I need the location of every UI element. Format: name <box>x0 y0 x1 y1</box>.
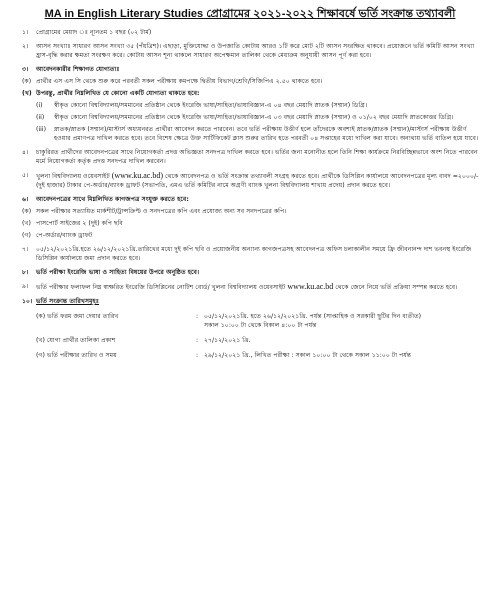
section-text: ভর্তি পরীক্ষা ইংরেজি ভাষা ও সাহিত্য বিষয়ের উপরে অনুষ্ঠিত হবে। <box>36 269 200 276</box>
application-text-b: থেকে আবেদনপত্র ও ভর্তি সংক্রান্ত তথ্যাবলী সংগ্রহ করতে হবে। প্রার্থীকে ডিসিপ্লিন কার্যালয়ে আবেদনপত্রের মূল্য বাবদ =২০০০/- (দুই হাজার) টাকার পে-অর্ডার/ব্যাংক ড্রাফট (সভাপতি, এমএ ভর্তি কমিটির নামে অগ্রণী ব্যাংক খুলনা বিশ্ববিদ্যালয় শাখায় প্রদেয়) প্রদান করতে হবে। <box>36 173 479 189</box>
section-number: ২। <box>22 43 29 50</box>
item-number: (খ) <box>22 220 31 227</box>
item-text: স্নাতক/স্নাতক (সম্মান)/মাস্টার্স অধ্যয়নরত প্রার্থীরা আবেদন করতে পারবেন। তবে ভর্তি পরীক্ষায় উত্তীর্ণ হলে তাঁদেরকে অবশ্যই স্নাতক/স্নাতক (সম্মান)/মাস্টার্স পরীক্ষায় উত্তীর্ণ হওয়ার প্রমাণপত্র দাখিল করতে হবে। তবে বিশেষ ক্ষেত্রে উক্ত সার্টিফিকেট ক্লাস শুরুর তারিখ হতে পরবর্তী ০৪ সপ্তাহের মধ্যে দাখিল করা যাবে। অন্যথায় ভর্তি বাতিল হয়ে যাবে। <box>54 126 479 142</box>
item-number: (ক) <box>22 208 32 215</box>
section-exam-subject <box>22 268 482 277</box>
section-number: ৮। <box>22 269 29 276</box>
section-duration <box>22 28 482 37</box>
qualification-b <box>22 89 482 98</box>
section-heading: আবেদনপত্রের সাথে মিম্নলিখিত কাগজপত্র সংযুক্ত করতে হবে: <box>36 196 189 203</box>
section-text: ০৫/১২/২০২১খ্রি.হতে ২৬/১২/২০২১খ্রি.তারিখের মধ্যে দুই কপি ছবি ও প্রয়োজনীয় অন্যান্য কাগজপত্রসহ আবেদনপত্র অফিস চলাকালীন সময়ে ফ্রি জীবনানন্দ দাশ ভবনস্থ ইংরেজি ডিসিপ্লিন কার্যালয়ে জমা প্রদান করতে হবে। <box>36 246 472 262</box>
item-text: স্বীকৃত কোনো বিশ্ববিদ্যালয়/সমমানের প্রতিষ্ঠান থেকে ইংরেজি ভাষা/সাহিত্য/ভাষাবিজ্ঞান-এ ০৪ বছর মেয়াদি স্নাতক (সম্মান) ডিগ্রি। <box>54 102 368 109</box>
section-text: আসন সংখ্যাঃ সাধারণ আসন সংখ্যা ৩৫ (পঁয়ত্রিশ)। এছাড়া, মুক্তিযোদ্ধা ও উপজাতি কোটায় আরও ১টি করে মোট ২টি আসন সংরক্ষিত থাকবে। প্রয়োজনে ভর্তি কমিটি আসন সংখ্যা হ্রাস-বৃদ্ধি করার ক্ষমতা সংরক্ষণ করে। কোটায় আসন শূন্য থাকলে সাধারণ অপেক্ষমান তালিকা থেকে মেধাক্রম অনুযায়ী আসন পূর্ণ করা হবে। <box>36 43 475 59</box>
document-body <box>0 19 500 360</box>
qualification-a <box>22 77 482 86</box>
item-text: স্বীকৃত কোনো বিশ্ববিদ্যালয়/সমমানের প্রতিষ্ঠান থেকে ইংরেজি ভাষা/সাহিত্য/ভাষাবিজ্ঞান-এ ০৩ বছর মেয়াদি স্নাতক (সম্মান) ও ০১/০২ বছর মেয়াদি স্নাতকোত্তর ডিগ্রি। <box>54 114 454 121</box>
date-value: ২৯/১২/২০২১ খ্রি., লিখিত পরীক্ষা : সকাল ১০:০০ টা থেকে সকাল ১১:০০ টা পর্যন্ত <box>204 352 412 359</box>
section-number: ৬। <box>22 196 29 203</box>
website-link[interactable]: (www.ku.ac.bd) <box>111 171 163 180</box>
section-number: ৭। <box>22 246 29 253</box>
section-text: প্রোগ্রামের মেয়াদ ঃ ন্যূনতম ১ বছর (০২ টার্ম) <box>36 29 152 36</box>
section-documents <box>22 195 482 204</box>
date-value-line: ০৫/১২/২০২১খ্রি. হতে ২৬/১২/২০২১খ্রি. পর্যন্ত (সাপ্তাহিক ও সরকারী ছুটির দিন ব্যতীত) <box>204 313 422 320</box>
section-number: ৩। <box>22 66 29 73</box>
section-number: ৫। <box>22 172 29 179</box>
section-text: চাকুরিরত প্রার্থীদের আবেদনপত্রের সাথে নিয়োগকর্তা প্রদত্ত অভিজ্ঞতা সনদপত্র দাখিল করতে হবে। ভর্তির জন্য মনোনীত হলে তিনি শিক্ষা কার্যক্রমে নিরবিচ্ছিন্নভাবে অংশ নিতে পারবেন মর্মে নিয়োগকর্তা কর্তৃক প্রদত্ত সনদপত্র দাখিল করবেন। <box>36 149 478 165</box>
qualification-b-iii <box>22 125 482 143</box>
item-text: সকল পরীক্ষার সত্যায়িত মার্কশীট/ট্রান্সক্রিপ্ট ও সনদপত্রের কপি এবং প্রযোজ্য অন্য সব সনদপত্রের কপি। <box>36 208 287 215</box>
item-number: (ii) <box>36 114 45 121</box>
item-number: (গ) <box>22 232 31 239</box>
section-number: ৯। <box>22 283 29 290</box>
item-number: (ক) <box>22 78 32 85</box>
section-seats <box>22 42 482 60</box>
section-number: ৪। <box>22 149 29 156</box>
dates-table <box>22 312 482 360</box>
application-text-a: খুলনা বিশ্ববিদ্যালয় ওয়েবসাইট <box>36 173 110 180</box>
section-number: ১। <box>22 29 29 36</box>
section-heading: ভর্তি সংক্রান্ত তারিখসমূহঃ <box>36 298 100 305</box>
date-row <box>22 336 482 345</box>
date-colon: : <box>196 352 199 359</box>
documents-a <box>22 207 482 216</box>
date-value: ২৭/১২/২০২১ খ্রি. <box>204 337 251 344</box>
document-title: MA in English Literary Studies প্রোগ্রামের ২০২১-২০২২ শিক্ষাবর্ষে ভর্তি সংক্রান্ত তথ্যাবলী <box>44 8 456 20</box>
item-text: পাসপোর্ট সাইজের ২ (দুই) কপি ছবি <box>36 220 123 227</box>
item-text: উপরন্তু, প্রার্থীর নিম্নলিখিত যে কোনো একটি যোগ্যতা থাকতে হবে: <box>36 90 200 97</box>
website-link[interactable]: www.ku.ac.bd <box>287 282 334 291</box>
section-text <box>36 171 482 190</box>
item-text: পে-অর্ডার/ব্যাংক ড্রাফট <box>36 232 93 239</box>
date-colon: : <box>196 337 199 344</box>
date-label: (গ) ভর্তি পরীক্ষার তারিখ ও সময় <box>36 352 117 359</box>
section-results <box>22 282 482 292</box>
item-number: (খ) <box>22 90 32 97</box>
section-number: ১০। <box>22 298 33 305</box>
results-text-a: ভর্তি পরীক্ষার ফলাফল নিম্ন স্বাক্ষরিত ইংরেজি ডিসিপ্লিনের নোটিশ বোর্ড/ খুলনা বিশ্ববিদ্যালয় ওয়েবসাইট <box>36 284 286 291</box>
date-label: (ক) ভর্তি ফরম জমা দেয়ার তারিখ <box>36 313 119 320</box>
qualification-b-ii <box>22 113 482 122</box>
date-label: (খ) যোগ্য প্রার্থীর তালিকা প্রকাশ <box>36 337 116 344</box>
section-heading: আবেদনকারীর শিক্ষাগত যোগ্যতাঃ <box>36 66 120 73</box>
date-row <box>22 312 482 330</box>
item-text: প্রার্থীর এস এস সি থেকে শুরু করে পরবর্তী সকল পরীক্ষায় কমপক্ষে দ্বিতীয় বিভাগ/শ্রেণি/সিজিপিএ ২.৫০ থাকতে হবে। <box>36 78 323 85</box>
section-dates <box>22 297 482 306</box>
section-qualification <box>22 65 482 74</box>
date-value <box>204 312 482 330</box>
documents-c <box>22 231 482 240</box>
results-text-b: থেকে জেনে নিয়ে ভর্তি প্রক্রিয়া সম্পন্ন করতে হবে। <box>335 284 458 291</box>
section-text <box>36 282 482 292</box>
date-row <box>22 351 482 360</box>
date-value-line: সকাল ১০:০০ টা থেকে বিকাল ৪:০০ টা পর্যন্ত <box>204 322 317 329</box>
item-number: (i) <box>36 102 43 109</box>
qualification-b-i <box>22 101 482 110</box>
section-employed <box>22 148 482 166</box>
section-submission <box>22 245 482 263</box>
date-colon: : <box>196 313 199 320</box>
item-number: (iii) <box>36 126 46 133</box>
section-application <box>22 171 482 190</box>
documents-b <box>22 219 482 228</box>
